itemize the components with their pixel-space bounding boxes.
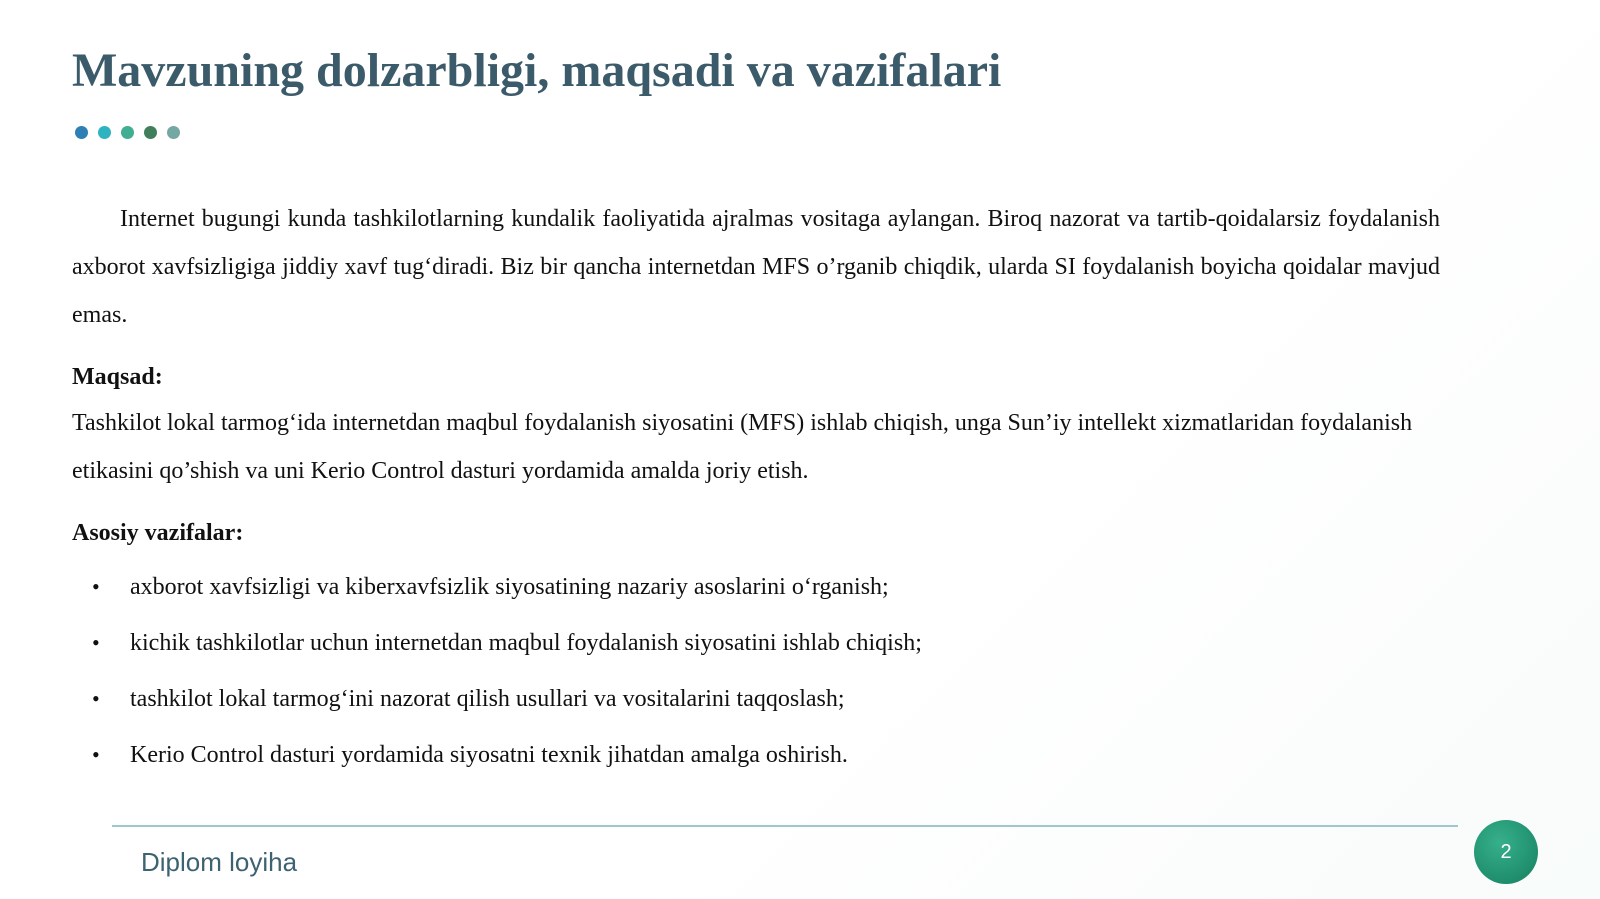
dot-icon: [75, 126, 88, 139]
task-text: axborot xavfsizligi va kiberxavfsizlik siyosatining nazariy asoslarini o‘rganish;: [130, 574, 889, 600]
slide-body: [72, 195, 1440, 783]
bullet-icon: •: [92, 686, 100, 711]
list-item: [72, 615, 1440, 671]
bullet-icon: •: [92, 630, 100, 655]
slide-title: Mavzuning dolzarbligi, maqsadi va vazifalari: [72, 44, 1002, 97]
goal-heading: Maqsad:: [72, 364, 163, 390]
task-text: Kerio Control dasturi yordamida siyosatni texnik jihatdan amalga oshirish.: [130, 742, 848, 768]
tasks-list: [72, 559, 1440, 783]
dot-icon: [167, 126, 180, 139]
page-number-badge: 2: [1474, 820, 1538, 884]
list-item: [72, 727, 1440, 783]
goal-text: Tashkilot lokal tarmog‘ida internetdan maqbul foydalanish siyosatini (MFS) ishlab chiqish, unga Sun’iy intellekt xizmatlaridan foydalanish etikasini qo’shish va uni Kerio Control dasturi yordamida amalda joriy etish.: [72, 410, 1413, 484]
dot-icon: [121, 126, 134, 139]
intro-paragraph: Internet bugungi kunda tashkilotlarning kundalik faoliyatida ajralmas vositaga aylangan. Biroq nazorat va tartib-qoidalarsiz foydalanish axborot xavfsizligiga jiddiy xavf tug‘diradi. Biz bir qancha internetdan MFS o’rganib chiqdik, ularda SI foydalanish boyicha qoidalar mavjud emas.: [72, 206, 1440, 328]
dot-icon: [98, 126, 111, 139]
decorative-dots: [75, 126, 180, 139]
bullet-icon: •: [92, 742, 100, 767]
task-text: tashkilot lokal tarmog‘ini nazorat qilish usullari va vositalarini taqqoslash;: [130, 686, 845, 712]
list-item: [72, 559, 1440, 615]
footer-divider: [112, 825, 1458, 827]
task-text: kichik tashkilotlar uchun internetdan maqbul foydalanish siyosatini ishlab chiqish;: [130, 630, 922, 656]
list-item: [72, 671, 1440, 727]
tasks-heading: Asosiy vazifalar:: [72, 520, 244, 546]
footer-label: Diplom loyiha: [141, 847, 298, 877]
dot-icon: [144, 126, 157, 139]
bullet-icon: •: [92, 574, 100, 599]
